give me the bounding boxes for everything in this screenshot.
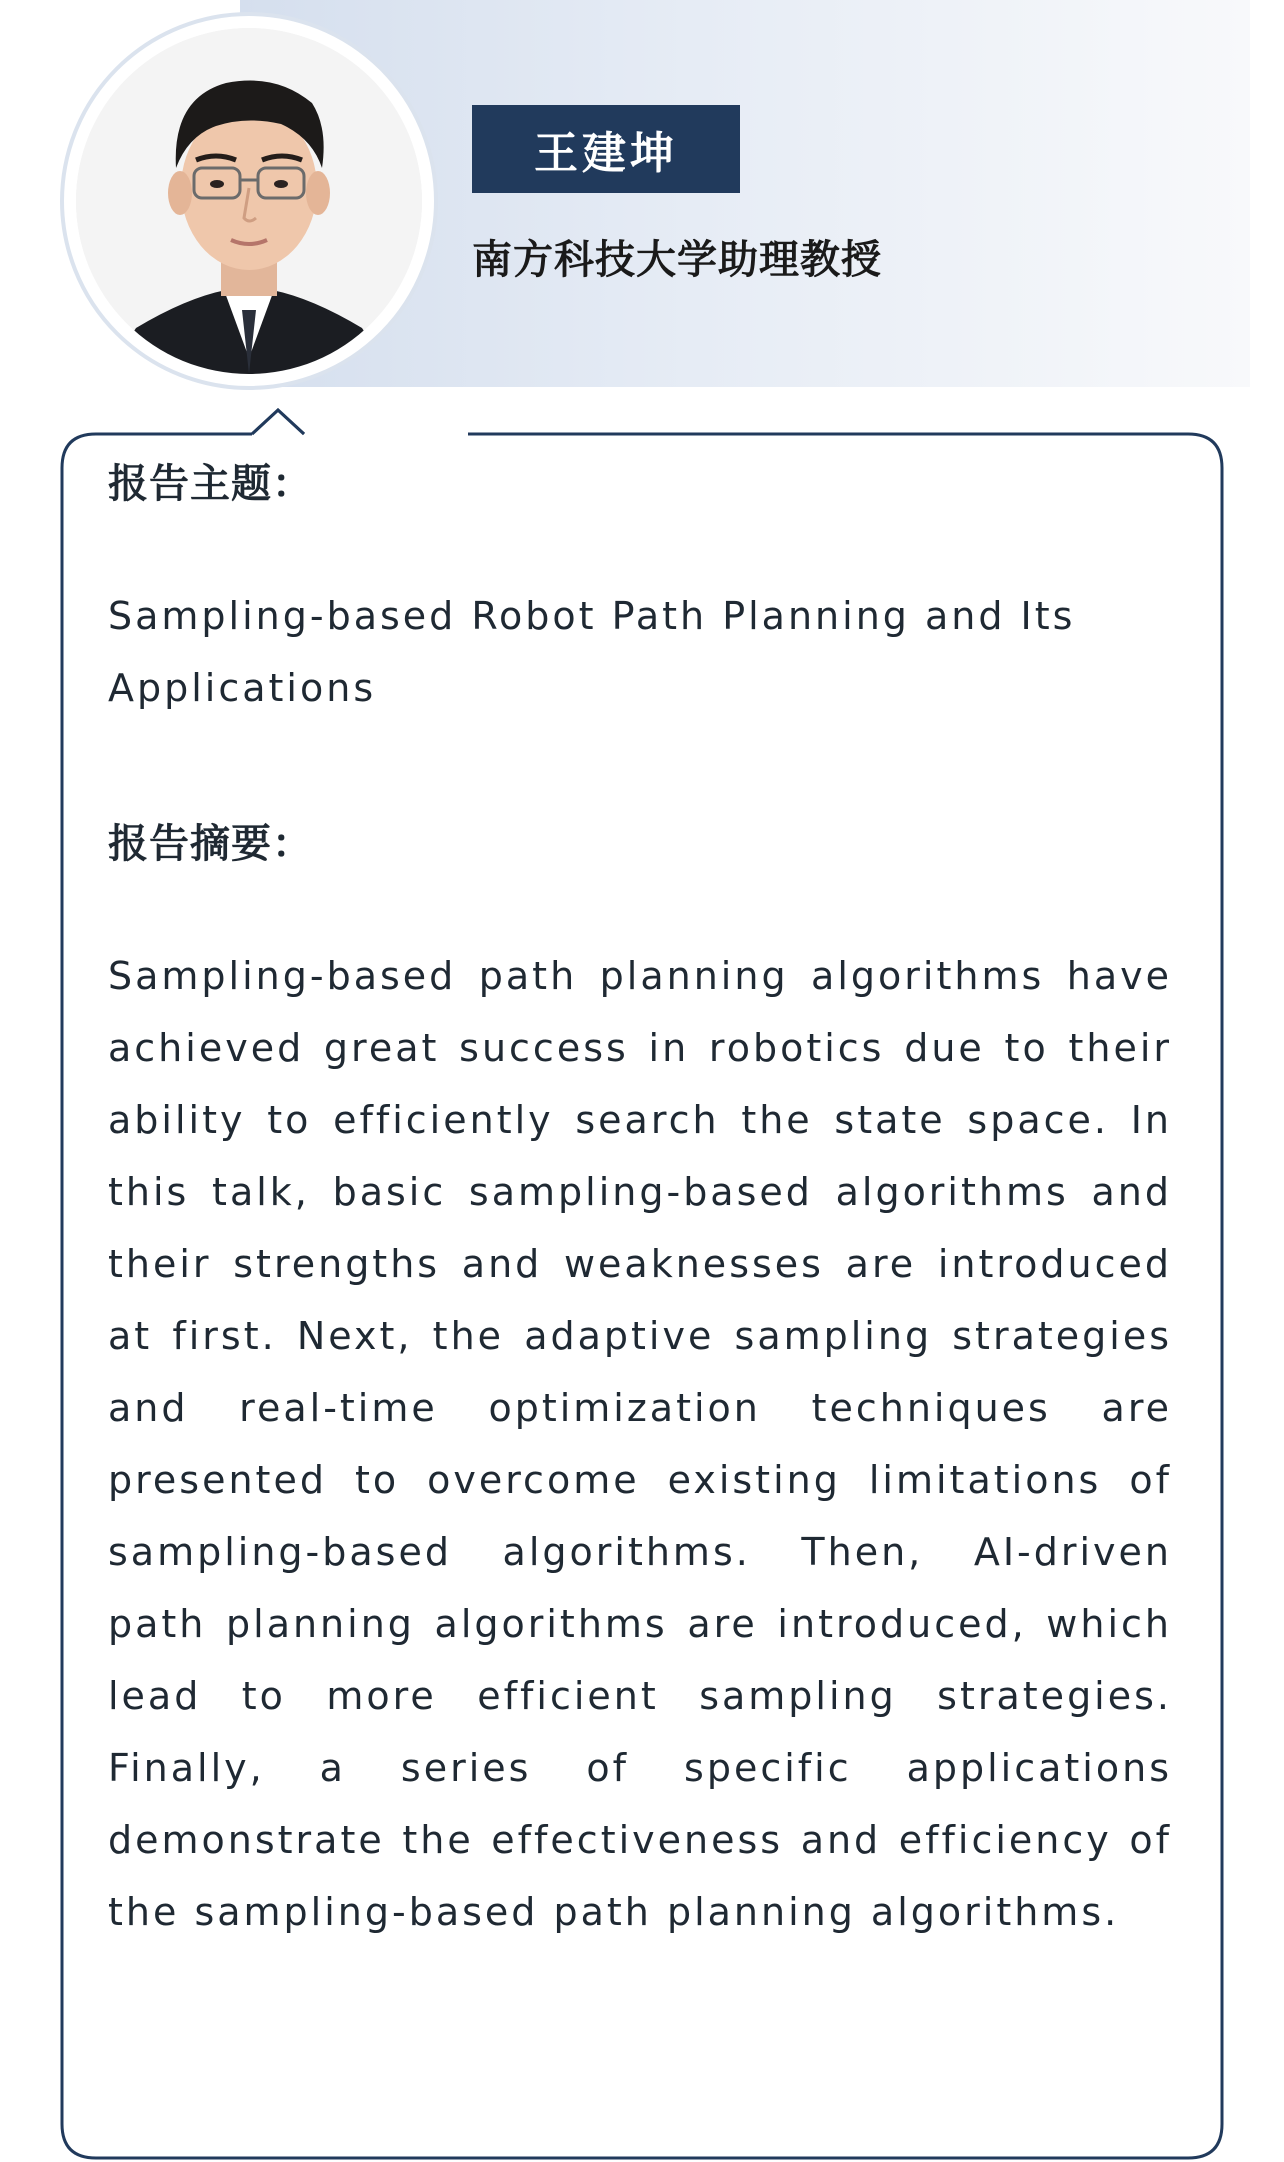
caret-up-icon — [252, 410, 304, 434]
speaker-name-badge — [472, 105, 740, 193]
content-card — [108, 460, 1172, 1948]
abstract-heading: 报告摘要： — [108, 821, 313, 867]
speaker-avatar — [60, 12, 438, 390]
speaker-name: 王建坤 — [534, 128, 678, 179]
topic-text: Sampling-based Robot Path Planning and Its Applications — [108, 594, 1076, 710]
topic-heading: 报告主题： — [108, 461, 313, 507]
speaker-affiliation: 南方科技大学助理教授 — [472, 237, 882, 283]
abstract-text: Sampling-based path planning algorithms have achieved great success in robotics due to their ability to efficiently search the state space. In this talk, basic sampling-based algorithms and their strengths and weaknesses are introduced at first. Next, the adaptive sampling strategies and real-time optimization techniques are presented to overcome existing limitations of sampling-based algorithms. Then, AI-driven path planning algorithms are introduced, which lead to more efficient sampling strategies. Finally, a series of specific applications demonstrate the effectiveness and efficiency of the sampling-based path planning algorithms. — [108, 954, 1172, 1934]
speaker-photo — [76, 28, 422, 374]
